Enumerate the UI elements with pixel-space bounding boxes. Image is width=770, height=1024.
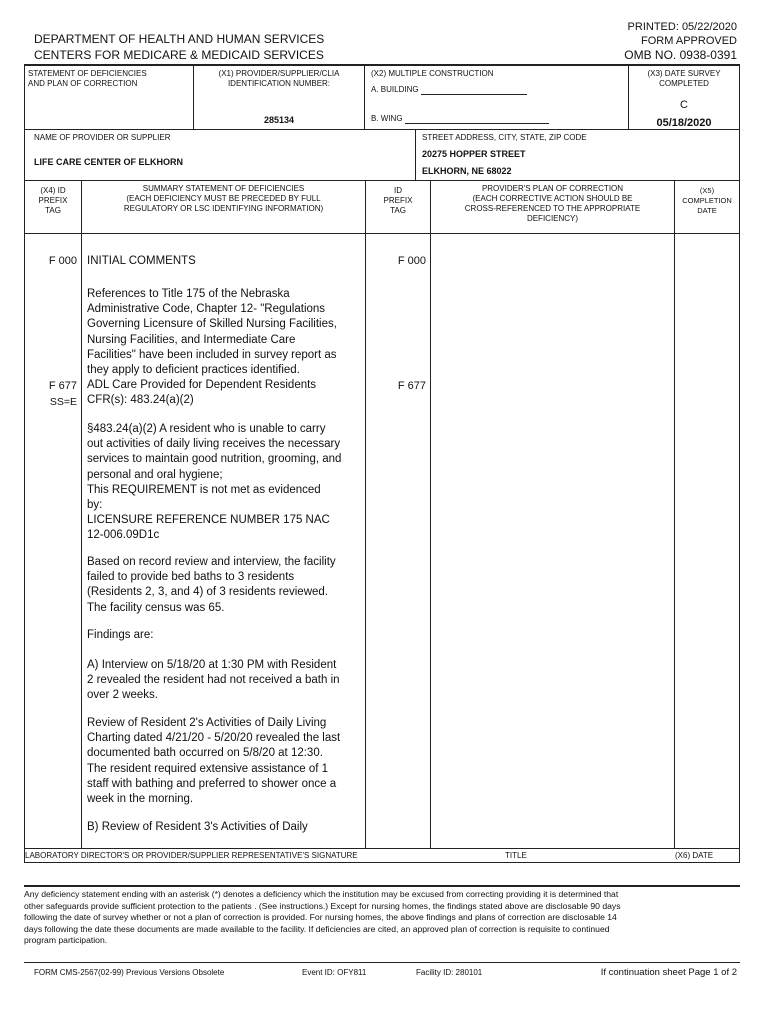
building-row — [371, 85, 527, 95]
resident-2-review-paragraph: Review of Resident 2's Activities of Daily Living Charting dated 4/21/20 - 5/20/20 revealed the last documented bath occurred on 5/8/20 at 12:30. The resident required extensive assistance of 1 staff with bathing and preferred to shower once a week in the morning. — [87, 717, 341, 806]
findings-heading: Findings are: — [87, 629, 154, 641]
form-number: FORM CMS-2567(02-99) Previous Versions Obsolete — [34, 968, 225, 977]
signature-label: LABORATORY DIRECTOR'S OR PROVIDER/SUPPLIER REPRESENTATIVE'S SIGNATURE — [25, 851, 358, 860]
initial-comments-heading: INITIAL COMMENTS — [87, 255, 196, 267]
col-divider-id — [430, 180, 431, 848]
regulation-paragraph: §483.24(a)(2) A resident who is unable to carry out activities of daily living receives the necessary services to maintain good nutrition, grooming, and personal and oral hygiene; This REQUIREMENT is not met as evidenced by: LICENSURE REFERENCE NUMBER 175 NAC 12-006.09D1c — [87, 423, 342, 542]
column-header-bottom-rule — [24, 233, 740, 234]
right-border — [739, 64, 740, 862]
left-border — [24, 64, 25, 862]
footer-rule — [24, 962, 740, 963]
plan-column-header: PROVIDER'S PLAN OF CORRECTION (EACH CORRECTIVE ACTION SHOULD BE CROSS-REFERENCED TO THE APPROPRIATE DEFICIENCY) — [464, 184, 641, 223]
f677-title: ADL Care Provided for Dependent Residents CFR(s): 483.24(a)(2) — [87, 379, 317, 407]
table-bottom-rule — [24, 848, 740, 849]
form-approved: FORM APPROVED — [641, 35, 737, 47]
x3-label: (X3) DATE SURVEY COMPLETED — [647, 69, 721, 88]
col-divider-summary — [365, 180, 366, 848]
tag-f677-scope: SS=E — [49, 396, 77, 408]
x5-column-header: (X5) COMPLETION DATE — [682, 186, 732, 215]
omb-number: OMB NO. 0938-0391 — [624, 48, 737, 62]
tag-f677-left: F 677 — [48, 380, 77, 392]
street-address: 20275 HOPPER STREET — [422, 149, 526, 159]
wing-blank — [405, 115, 549, 124]
info-divider-2 — [364, 64, 365, 129]
signature-rule — [24, 862, 740, 863]
city-state-zip: ELKHORN, NE 68022 — [422, 166, 512, 176]
provider-name-label: NAME OF PROVIDER OR SUPPLIER — [34, 133, 171, 142]
x2-label: (X2) MULTIPLE CONSTRUCTION — [371, 69, 494, 78]
id-column-header: ID PREFIX TAG — [383, 186, 413, 215]
provider-divider — [415, 129, 416, 180]
col-divider-x4 — [81, 180, 82, 848]
provider-name: LIFE CARE CENTER OF ELKHORN — [34, 157, 184, 167]
disclaimer-top-rule — [24, 885, 740, 887]
finding-a-paragraph: A) Interview on 5/18/20 at 1:30 PM with Resident 2 revealed the resident had not received a bath in over 2 weeks. — [87, 659, 340, 702]
address-label: STREET ADDRESS, CITY, STATE, ZIP CODE — [422, 133, 587, 142]
x1-label: (X1) PROVIDER/SUPPLIER/CLIA IDENTIFICATION NUMBER: — [218, 69, 340, 88]
tag-f677-right: F 677 — [397, 380, 426, 392]
facility-id: Facility ID: 280101 — [416, 968, 483, 977]
statement-label: STATEMENT OF DEFICIENCIES AND PLAN OF CORRECTION — [28, 69, 147, 88]
wing-row — [371, 114, 549, 124]
disclaimer-text: Any deficiency statement ending with an asterisk (*) denotes a deficiency which the institution may be excused from correcting providing it is determined that other safeguards provide sufficient protection to the patients . (See instructions.) Except for nursing homes, the findings stated above are disclosable 90 days following the date of survey whether or not a plan of correction is provided. For nursing homes, the above findings and plans of correction are disclosable 14 days following the date these documents are made available to the facility. If deficiencies are cited, an approved plan of correction is requisite to continued program participation. — [24, 889, 621, 945]
references-paragraph: References to Title 175 of the Nebraska Administrative Code, Chapter 12- "Regulations Governing Licensure of Skilled Nursing Facilities, Nursing Facilities, and Intermediate Care Facilities" have been included in survey report as they apply to deficient practices identified. — [87, 288, 337, 377]
event-id: Event ID: OFY811 — [302, 968, 367, 977]
finding-b-paragraph: B) Review of Resident 3's Activities of Daily — [87, 821, 308, 833]
tag-f000-right: F 000 — [397, 255, 426, 267]
col-divider-plan — [674, 180, 675, 848]
wing-label: B. WING — [371, 114, 403, 123]
form-top-rule — [24, 64, 740, 66]
x1-provider-number: 285134 — [263, 115, 295, 125]
title-label: TITLE — [505, 851, 527, 860]
x3-survey-date: 05/18/2020 — [656, 117, 712, 129]
x4-column-header: (X4) ID PREFIX TAG — [38, 186, 68, 215]
printed-date: PRINTED: 05/22/2020 — [627, 21, 737, 33]
department-title: DEPARTMENT OF HEALTH AND HUMAN SERVICES — [34, 32, 325, 46]
continuation-page: If continuation sheet Page 1 of 2 — [600, 967, 737, 978]
x6-date-label: (X6) DATE — [675, 851, 714, 860]
based-on-paragraph: Based on record review and interview, the facility failed to provide bed baths to 3 residents (Residents 2, 3, and 4) of 3 residents reviewed. The facility census was 65. — [87, 556, 336, 614]
x3-letter: C — [680, 99, 688, 111]
summary-column-header: SUMMARY STATEMENT OF DEFICIENCIES (EACH DEFICIENCY MUST BE PRECEDED BY FULL REGULATORY OR LSC IDENTIFYING INFORMATION) — [123, 184, 324, 213]
building-blank — [421, 86, 527, 95]
tag-f000-left: F 000 — [48, 255, 77, 267]
agency-title: CENTERS FOR MEDICARE & MEDICAID SERVICES — [34, 48, 324, 62]
provider-bottom-rule — [24, 180, 740, 181]
building-label: A. BUILDING — [371, 85, 419, 94]
